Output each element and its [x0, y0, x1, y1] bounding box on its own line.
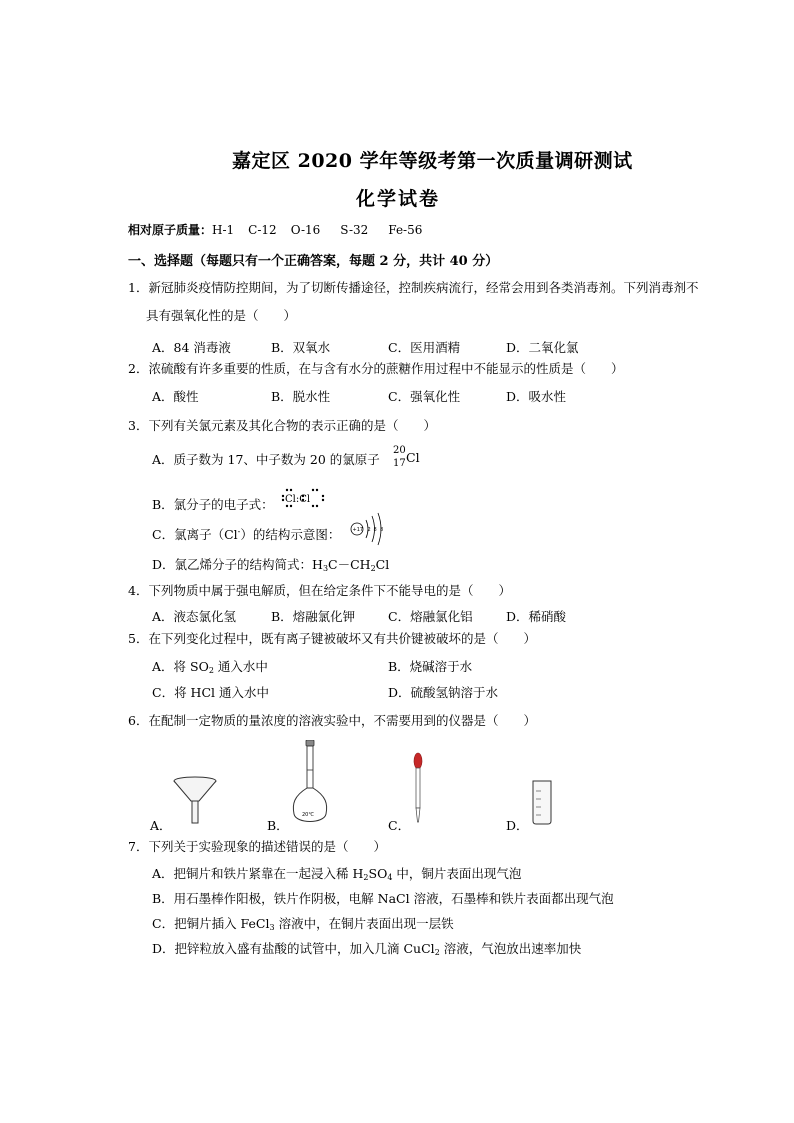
chloride-ion-structure-diagram — [348, 512, 388, 546]
chlorine-electron-formula — [281, 487, 325, 509]
q5-option-b: B．烧碱溶于水 — [388, 659, 473, 674]
atomic-mass-o: O-16 — [290, 223, 321, 237]
q4-stem: 4．下列物质中属于强电解质，但在给定条件下不能导电的是（ ） — [128, 583, 511, 598]
atomic-mass-h: H-1 — [212, 223, 235, 237]
q5-opta-sub: 2 — [208, 666, 214, 675]
q3-stem: 3．下列有关氯元素及其化合物的表示正确的是（ ） — [128, 418, 436, 433]
atomic-mass-s: S-32 — [340, 223, 369, 237]
q3-atomic-number: 17 — [393, 458, 406, 469]
q7-optc-post: 溶液中，在铜片表面出现一层铁 — [274, 916, 454, 931]
q7-opta-post: 中，铜片表面出现气泡 — [392, 866, 522, 881]
q3-optd-mid: C－CH — [328, 557, 371, 572]
q6-label-d: D． — [506, 818, 529, 833]
q1-option-d: D．二氧化氯 — [506, 340, 579, 355]
q3-option-a: A．质子数为 17、中子数为 20 的氯原子 — [152, 452, 380, 467]
beaker-image — [531, 779, 553, 825]
cl2-formula-text: Cl:Cl — [285, 494, 311, 505]
q7-option-c — [152, 914, 454, 932]
q3-optc-post: ）的结构示意图： — [240, 527, 341, 542]
dropper-image — [411, 752, 425, 824]
exam-subtitle: 化学试卷 — [356, 188, 441, 210]
q3-option-b: B．氯分子的电子式： — [152, 497, 274, 512]
q1-stem-line1: 1．新冠肺炎疫情防控期间，为了切断传播途径，控制疾病流行，经常会用到各类消毒剂。下列消毒剂不 — [128, 280, 699, 295]
volumetric-flask-image — [290, 740, 330, 830]
q7-opta-pre: A．把铜片和铁片紧靠在一起浸入稀 H — [152, 866, 364, 881]
q6-label-b: B． — [267, 818, 289, 833]
q7-optd-post: 溶液，气泡放出速率加快 — [439, 941, 582, 956]
atomic-mass-fe: Fe-56 — [388, 223, 423, 237]
q2-option-b: B．脱水性 — [271, 389, 331, 404]
q7-stem: 7．下列关于实验现象的描述错误的是（ ） — [128, 839, 386, 854]
atomic-mass-line — [128, 221, 422, 238]
q7-opta-mid: SO — [368, 866, 388, 881]
flask-mark: 20℃ — [302, 812, 314, 818]
q7-opta-sub1: 2 — [363, 873, 369, 882]
q3-option-d — [152, 555, 389, 573]
q6-label-a: A． — [150, 818, 172, 833]
q3-optc-pre: C．氯离子（Cl — [152, 527, 238, 542]
exam-title: 嘉定区 2020 学年等级考第一次质量调研测试 — [232, 150, 633, 172]
q7-optd-sub: 2 — [434, 948, 440, 957]
q6-stem: 6．在配制一定物质的量浓度的溶液实验中，不需要用到的仪器是（ ） — [128, 713, 536, 728]
q3-mass-number: 20 — [393, 445, 406, 456]
q1-option-b: B．双氧水 — [271, 340, 331, 355]
atomic-mass-c: C-12 — [248, 223, 277, 237]
q5-stem: 5．在下列变化过程中，既有离子键被破坏又有共价键被破坏的是（ ） — [128, 631, 536, 646]
q5-option-d: D．硫酸氢钠溶于水 — [388, 685, 499, 700]
q3-option-c — [152, 525, 340, 543]
q7-optd-pre: D．把锌粒放入盛有盐酸的试管中，加入几滴 CuCl — [152, 941, 435, 956]
q7-optc-pre: C．把铜片插入 FeCl — [152, 916, 270, 931]
q4-option-c: C．熔融氯化铝 — [388, 609, 473, 624]
q5-opta-pre: A．将 SO — [152, 659, 209, 674]
q6-label-c: C． — [388, 818, 411, 833]
shell-1-count: 2 — [367, 527, 371, 533]
q4-option-d: D．稀硝酸 — [506, 609, 567, 624]
q1-option-a: A．84 消毒液 — [152, 340, 231, 355]
q5-option-c: C．将 HCl 通入水中 — [152, 685, 269, 700]
q4-option-a: A．液态氯化氢 — [152, 609, 237, 624]
q7-option-d — [152, 939, 581, 957]
q2-option-c: C．强氧化性 — [388, 389, 461, 404]
section-heading: 一、选择题（每题只有一个正确答案，每题 2 分，共计 40 分） — [128, 254, 499, 269]
q4-option-b: B．熔融氯化钾 — [271, 609, 356, 624]
q2-option-d: D．吸水性 — [506, 389, 567, 404]
q3-optd-sub2: 2 — [370, 564, 376, 573]
shell-3-count: 8 — [380, 527, 384, 533]
q7-option-b: B．用石墨棒作阳极，铁片作阴极，电解 NaCl 溶液，石墨棒和铁片表面都出现气泡 — [152, 891, 614, 906]
q3-optd-post: Cl — [375, 557, 390, 572]
q1-stem-line2: 具有强氧化性的是（ ） — [146, 308, 297, 323]
q2-stem: 2．浓硫酸有许多重要的性质，在与含有水分的蔗糖作用过程中不能显示的性质是（ ） — [128, 361, 624, 376]
q7-option-a — [152, 864, 521, 882]
funnel-image — [172, 775, 218, 825]
q3-optd-sub1: 3 — [322, 564, 329, 573]
q3-optc-charge: - — [237, 526, 241, 536]
q7-optc-sub: 3 — [269, 923, 275, 932]
q5-option-a — [152, 657, 268, 675]
q3-optd-pre: D．氯乙烯分子的结构简式：H — [152, 557, 323, 572]
nucleus-charge: +17 — [352, 527, 364, 533]
q5-opta-post: 通入水中 — [213, 659, 268, 674]
atomic-mass-label: 相对原子质量： — [128, 223, 213, 237]
q1-option-c: C．医用酒精 — [388, 340, 461, 355]
q7-opta-sub2: 4 — [387, 873, 393, 882]
shell-2-count: 8 — [373, 527, 377, 533]
q2-option-a: A．酸性 — [152, 389, 199, 404]
q3-element-symbol: Cl — [406, 450, 420, 465]
